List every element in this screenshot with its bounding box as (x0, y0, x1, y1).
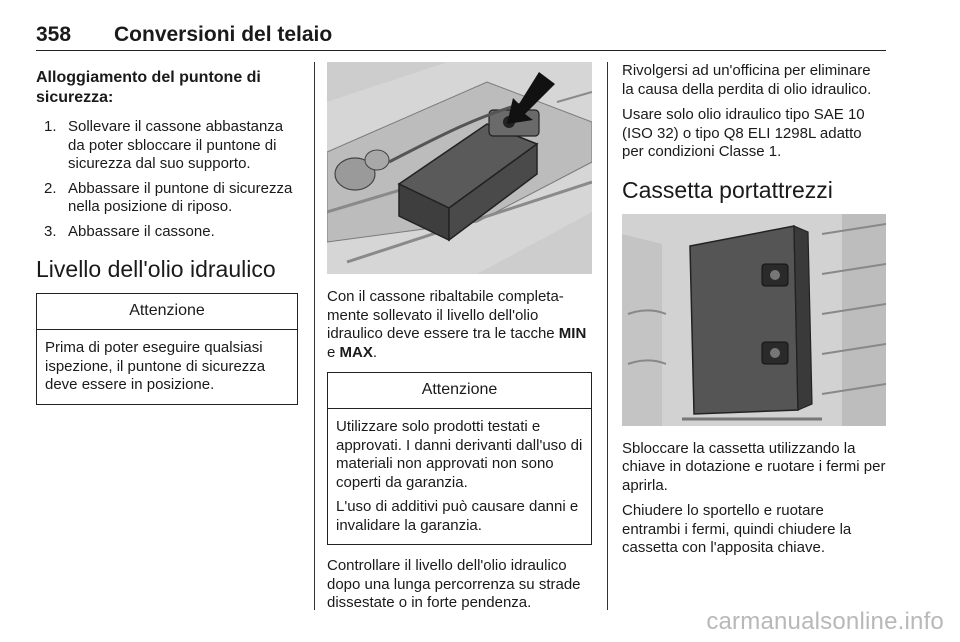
column-middle (327, 62, 592, 620)
min-mark-label: MIN (558, 325, 587, 342)
caution-text: Prima di poter eseguire qualsiasi ispezione, il puntone di sicurezza deve essere in posizione. (45, 339, 266, 393)
section-title-oil-level: Livello dell'olio idraulico (36, 256, 276, 282)
strut-subheading: Alloggiamento del puntone di sicurezza: (36, 69, 261, 106)
max-mark-label: MAX (339, 343, 373, 361)
oil-spec-text: Usare solo olio idraulico tipo SAE 10 (ISO 32) o tipo Q8 ELI 1298L adatto per condizioni Classe 1. (622, 106, 865, 160)
caution-body (328, 409, 591, 544)
caption-end: . (372, 343, 378, 361)
caution-title: Attenzione (328, 373, 591, 409)
caution-box (327, 372, 592, 545)
caution-text: L'uso di additivi può causare danni e invalidare la garanzia. (336, 498, 579, 534)
column-divider (314, 62, 315, 610)
list-item (36, 118, 298, 174)
caution-title: Attenzione (37, 294, 297, 330)
caption-text: Con il cassone ribaltabile completa- mente sollevato il livello dell'olio idraulico deve essere tra le tacche (327, 288, 564, 342)
page-header (36, 22, 886, 51)
toolbox-close-text: Chiudere lo sportello e ruotare entrambi i fermi, quindi chiudere la cassetta con l'apposita chiave. (622, 502, 852, 556)
hydraulic-pump-illustration (327, 62, 592, 274)
check-frequency-text: Controllare il livello dell'olio idraulico dopo una lunga percorrenza su strade dissestate o in forte pendenza. (327, 557, 581, 611)
leak-advice-text: Rivolgersi ad un'officina per eliminare la causa della perdita di olio idraulico. (622, 62, 872, 98)
step-text: Sollevare il cassone abbastanza da poter sbloccare il puntone di sicurezza dal suo supporto. (68, 118, 284, 172)
step-number: 1. (44, 118, 57, 135)
caution-text: Utilizzare solo prodotti testati e approvati. I danni derivanti dall'uso di materiali non approvati non sono coperti da garanzia. (336, 418, 583, 491)
chapter-title: Conversioni del telaio (114, 23, 333, 46)
watermark: carmanualsonline.info (706, 608, 944, 635)
caution-body (37, 330, 297, 404)
caption-conjunction: e (327, 343, 340, 361)
toolbox-illustration (622, 214, 886, 426)
list-item (36, 180, 298, 217)
step-text: Abbassare il cassone. (68, 222, 215, 240)
section-title-toolbox: Cassetta portattrezzi (622, 176, 833, 203)
oil-level-caption (327, 288, 592, 362)
page-number: 358 (36, 23, 72, 46)
step-number: 2. (44, 179, 57, 197)
caution-box (36, 293, 298, 405)
column-right (622, 62, 886, 565)
step-number: 3. (44, 222, 57, 240)
column-left (36, 62, 298, 405)
column-divider (607, 62, 608, 610)
list-item (36, 223, 298, 242)
steps-list (36, 118, 298, 241)
toolbox-open-text: Sbloccare la cassetta utilizzando la chiave in dotazione e ruotare i fermi per aprirla. (622, 439, 886, 494)
step-text: Abbassare il puntone di sicurezza nella posizione di riposo. (68, 179, 293, 215)
